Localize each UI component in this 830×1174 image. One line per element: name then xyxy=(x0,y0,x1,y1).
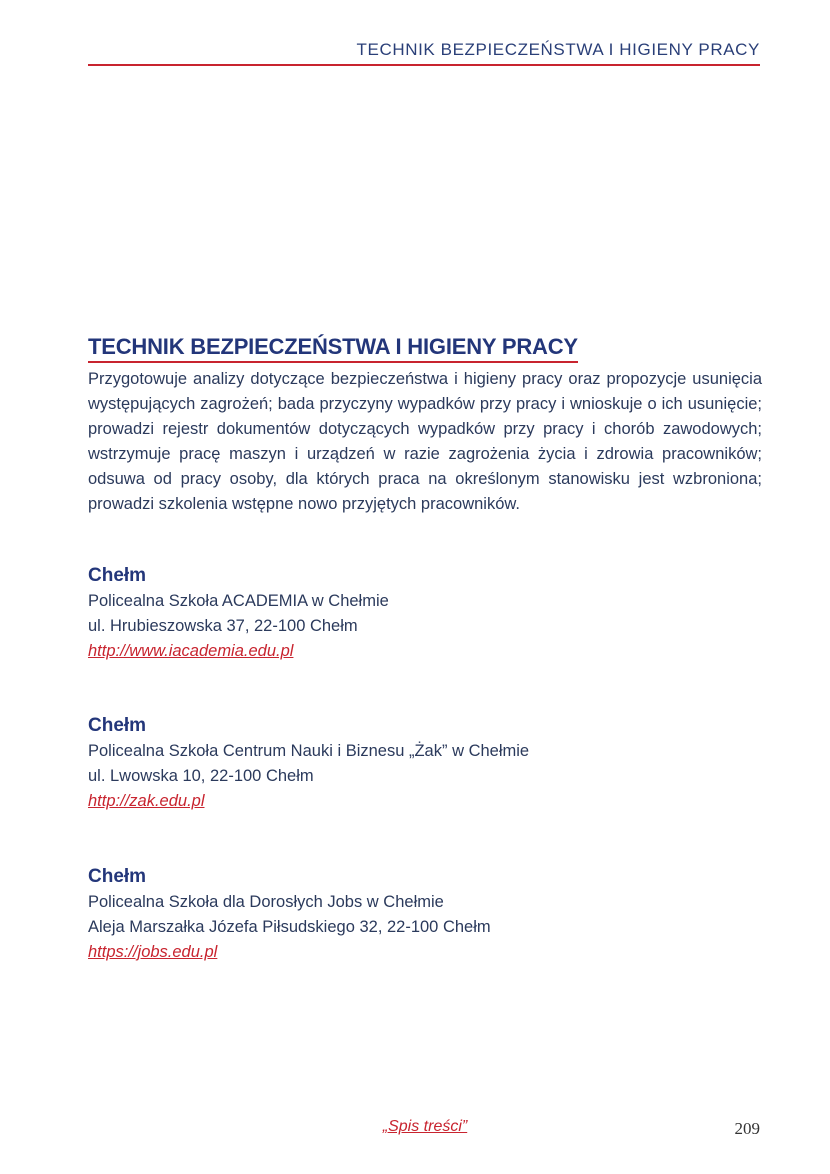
school-city: Chełm xyxy=(88,715,147,736)
school-address: Aleja Marszałka Józefa Piłsudskiego 32, 22-100 Chełm xyxy=(88,918,491,936)
profession-section xyxy=(88,334,762,517)
table-of-contents-link[interactable]: „Spis treści” xyxy=(382,1118,468,1135)
school-website-link[interactable]: https://jobs.edu.pl xyxy=(88,943,218,961)
school-name: Policealna Szkoła dla Dorosłych Jobs w Chełmie xyxy=(88,893,444,911)
running-header: TECHNIK BEZPIECZEŃSTWA I HIGIENY PRACY xyxy=(356,40,760,59)
school-city: Chełm xyxy=(88,565,147,586)
school-address: ul. Lwowska 10, 22-100 Chełm xyxy=(88,767,314,785)
section-description: Przygotowuje analizy dotyczące bezpieczeństwa i higieny pracy oraz propozycje usunięcia występujących zagrożeń; bada przyczyny wypadków przy pracy i wnioskuje o ich usunięcie; prowadzi rejestr dokumentów dotyczących wypadków przy pracy i chorób zawodowych; wstrzymuje pracę maszyn i urządzeń w razie zagrożenia życia i zdrowia pracowników; odsuwa od pracy osoby, dla których praca na określonym stanowisku jest wzbroniona; prowadzi szkolenia wstępne nowo przyjętych pracowników. xyxy=(88,370,762,513)
school-name: Policealna Szkoła Centrum Nauki i Biznesu „Żak” w Chełmie xyxy=(88,742,530,760)
school-address: ul. Hrubieszowska 37, 22-100 Chełm xyxy=(88,617,358,635)
section-title: TECHNIK BEZPIECZEŃSTWA I HIGIENY PRACY xyxy=(88,334,578,363)
school-website-link[interactable]: http://www.iacademia.edu.pl xyxy=(88,642,294,660)
header-rule xyxy=(88,64,760,66)
school-website-link[interactable]: http://zak.edu.pl xyxy=(88,792,205,810)
school-city: Chełm xyxy=(88,866,147,887)
school-entry xyxy=(88,713,762,814)
page-number: 209 xyxy=(734,1119,760,1138)
school-entry xyxy=(88,563,762,664)
school-entry xyxy=(88,864,762,965)
school-name: Policealna Szkoła ACADEMIA w Chełmie xyxy=(88,592,389,610)
